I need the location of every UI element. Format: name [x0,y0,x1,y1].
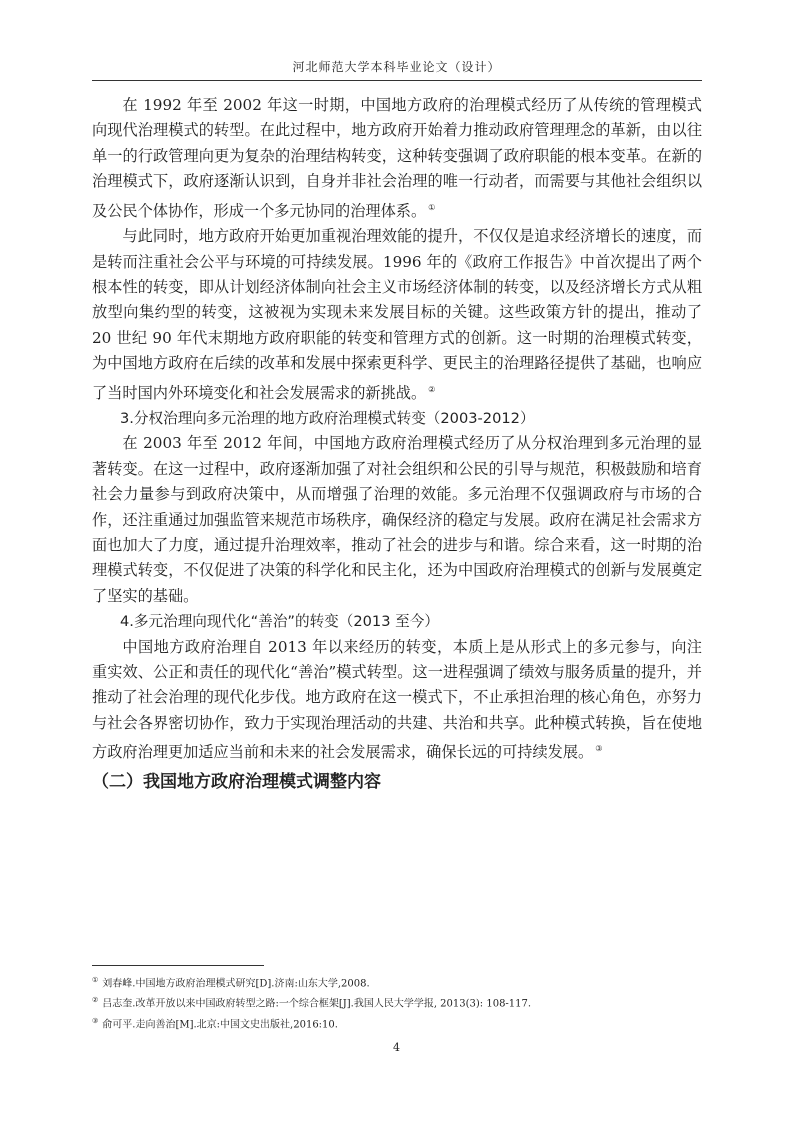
footnote-text: 吕志奎.改革开放以来中国政府转型之路:一个综合框架[J].我国人民大学学报, 2013(3): 108-117. [102,998,532,1010]
paragraph-text: 在 1992 年至 2002 年这一时期，中国地方政府的治理模式经历了从传统的管理模式向现代治理模式的转型。在此过程中，地方政府开始着力推动政府管理理念的革新，由以往单一的行政管理向更为复杂的治理结构转变，这种转变强调了政府职能的根本变革。在新的治理模式下，政府逐渐认识到，自身并非社会治理的唯一行动者，而需要与其他社会组织以及公民个体协作，形成一个多元协同的治理体系。 [92,96,702,220]
page-number: 4 [393,1041,400,1054]
header-rule [92,80,702,81]
paragraph-text: 中国地方政府治理自 2013 年以来经历的转变，本质上是从形式上的多元参与，向注重实效、公正和责任的现代化“善治”模式转型。这一进程强调了绩效与服务质量的提升，并推动了社会治理的现代化步伐。地方政府在这一模式下，不止承担治理的核心角色，亦努力与社会各界密切协作，致力于实现治理活动的共建、共治和共享。此种模式转换，旨在使地方政府治理更加适应当前和未来的社会发展需求，确保长远的可持续发展。 [92,637,702,762]
footnote-ref[interactable]: ① [428,202,436,212]
footnote-item [92,972,702,992]
footnote-text: 刘春峰.中国地方政府治理模式研究[D].济南:山东大学,2008. [102,978,370,990]
document-body [92,93,702,796]
footnote-rule [92,965,264,966]
footnote-item [92,1013,702,1033]
subsection-heading-3: 3.分权治理向多元治理的地方政府治理模式转变（2003-2012） [120,410,535,427]
footnote-mark: ① [92,976,99,984]
footnote-item [92,992,702,1012]
footnote-mark: ② [92,996,99,1005]
footnote-ref[interactable]: ③ [595,744,603,754]
section-heading: （二）我国地方政府治理模式调整内容 [92,771,381,792]
footnote-text: 俞可平.走向善治[M].北京:中国文史出版社,2016:10. [102,1018,338,1030]
paragraph [92,431,702,609]
paragraph [92,93,702,224]
footnote-mark: ③ [92,1016,99,1025]
paragraph-text: 在 2003 年至 2012 年间，中国地方政府治理模式经历了从分权治理到多元治理的显著转变。在这一过程中，政府逐渐加强了对社会组织和公民的引导与规范，积极鼓励和培育社会力量参与到政府决策中，从而增强了治理的效能。多元治理不仅强调政府与市场的合作，还注重通过加强监管来规范市场秩序，确保经济的稳定与发展。政府在满足社会需求方面也加大了力度，通过提升治理效率，推动了社会的进步与和谐。综合来看，这一时期的治理模式转变，不仅促进了决策的科学化和民主化，还为中国政府治理模式的创新与发展奠定了坚实的基础。 [92,434,702,605]
footnote-ref[interactable]: ② [428,384,436,394]
footnotes [92,972,702,1033]
paragraph [92,635,702,766]
subsection-heading-4: 4.多元治理向现代化“善治”的转变（2013 至今） [120,613,439,631]
page-header: 河北师范大学本科毕业论文（设计） [292,60,501,74]
paragraph-text: 与此同时，地方政府开始更加重视治理效能的提升，不仅仅是追求经济增长的速度，而是转而注重社会公平与环境的可持续发展。1996 年的《政府工作报告》中首次提出了两个根本性的转变，即从计划经济体制向社会主义市场经济体制的转变，以及经济增长方式从粗放型向集约型的转变，这被视为实现未来发展目标的关键。这些政策方针的提出，推动了 20 世纪 90 年代末期地方政府职能的转变和管理方式的创新。这一时期的治理模式转变，为中国地方政府在后续的改革和发展中探索更科学、更民主的治理路径提供了基础，也响应了当时国内外环境变化和社会发展需求的新挑战。 [92,227,702,402]
paragraph [92,224,702,406]
